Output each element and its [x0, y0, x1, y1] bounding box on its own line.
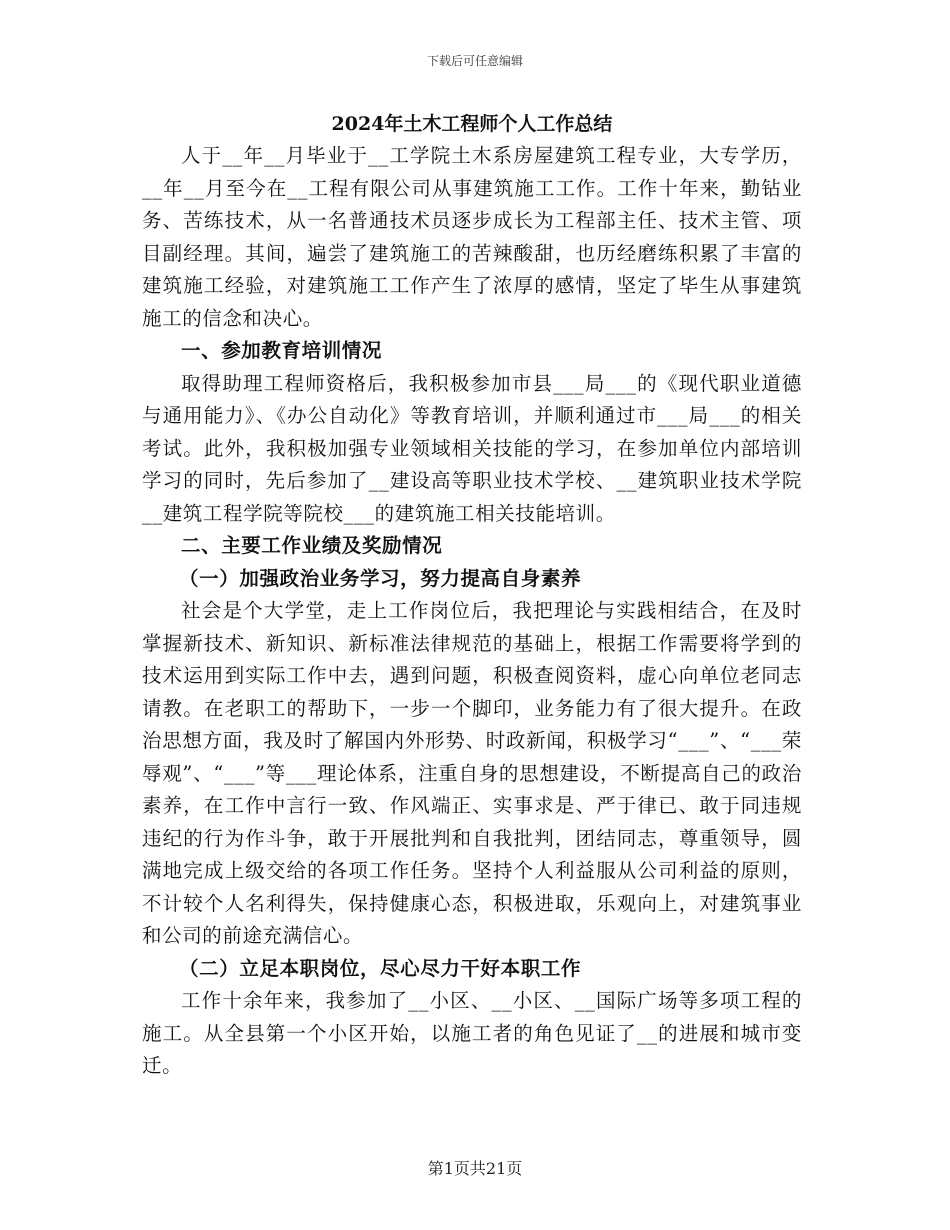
section-1-paragraph: 取得助理工程师资格后，我积极参加市县___局___的《现代职业道德与通用能力》、《办公自动化》等教育培训，并顺利通过市___局___的相关考试。此外，我积极加强专业领域相关技能的学习，在参加单位内部培训学习的同时，先后参加了__建设高等职业技术学校、__建筑职业技术学院__建筑工程学院等院校___的建筑施工相关技能培训。	[142, 371, 802, 525]
subsection-2-paragraph: 工作十余年来，我参加了__小区、__小区、__国际广场等多项工程的施工。从全县第一个小区开始，以施工者的角色见证了__的进展和城市变迁。	[142, 989, 802, 1077]
section-2-heading: 二、主要工作业绩及奖励情况	[181, 534, 443, 557]
page-footer: 第1页共21页	[427, 1159, 523, 1178]
intro-paragraph: 人于__年__月毕业于__工学院土木系房屋建筑工程专业，大专学历，__年__月至今在__工程有限公司从事建筑施工工作。工作十年来，勤钻业务、苦练技术，从一名普通技术员逐步成长为工程部主任、技术主管、项目副经理。其间，遍尝了建筑施工的苦辣酸甜，也历经磨练积累了丰富的建筑施工经验，对建筑施工工作产生了浓厚的感情，坚定了毕生从事建筑施工的信念和决心。	[142, 144, 802, 330]
page-header: 下载后可任意编辑	[426, 54, 523, 68]
document-body	[142, 108, 802, 1083]
subsection-2-heading: （二）立足本职岗位，尽心尽力干好本职工作	[179, 956, 582, 980]
section-1-heading: 一、参加教育培训情况	[181, 339, 383, 362]
document-title: 2024年土木工程师个人工作总结	[331, 113, 613, 135]
subsection-1-paragraph: 社会是个大学堂，走上工作岗位后，我把理论与实践相结合，在及时掌握新技术、新知识、新标准法律规范的基础上，根据工作需要将学到的技术运用到实际工作中去，遇到问题，积极查阅资料，虚心向单位老同志请教。在老职工的帮助下，一步一个脚印，业务能力有了很大提升。在政治思想方面，我及时了解国内外形势、时政新闻，积极学习“___”、“___荣辱观”、“___”等___理论体系，注重自身的思想建设，不断提高自己的政治素养，在工作中言行一致、作风端正、实事求是、严于律已、敢于同违规违纪的行为作斗争，敢于开展批判和自我批判，团结同志，尊重领导，圆满地完成上级交给的各项工作任务。坚持个人利益服从公司利益的原则，不计较个人名利得失，保持健康心态，积极进取，乐观向上，对建筑事业和公司的前途充满信心。	[142, 599, 802, 947]
subsection-1-heading: （一）加强政治业务学习，努力提高自身素养	[179, 566, 582, 590]
